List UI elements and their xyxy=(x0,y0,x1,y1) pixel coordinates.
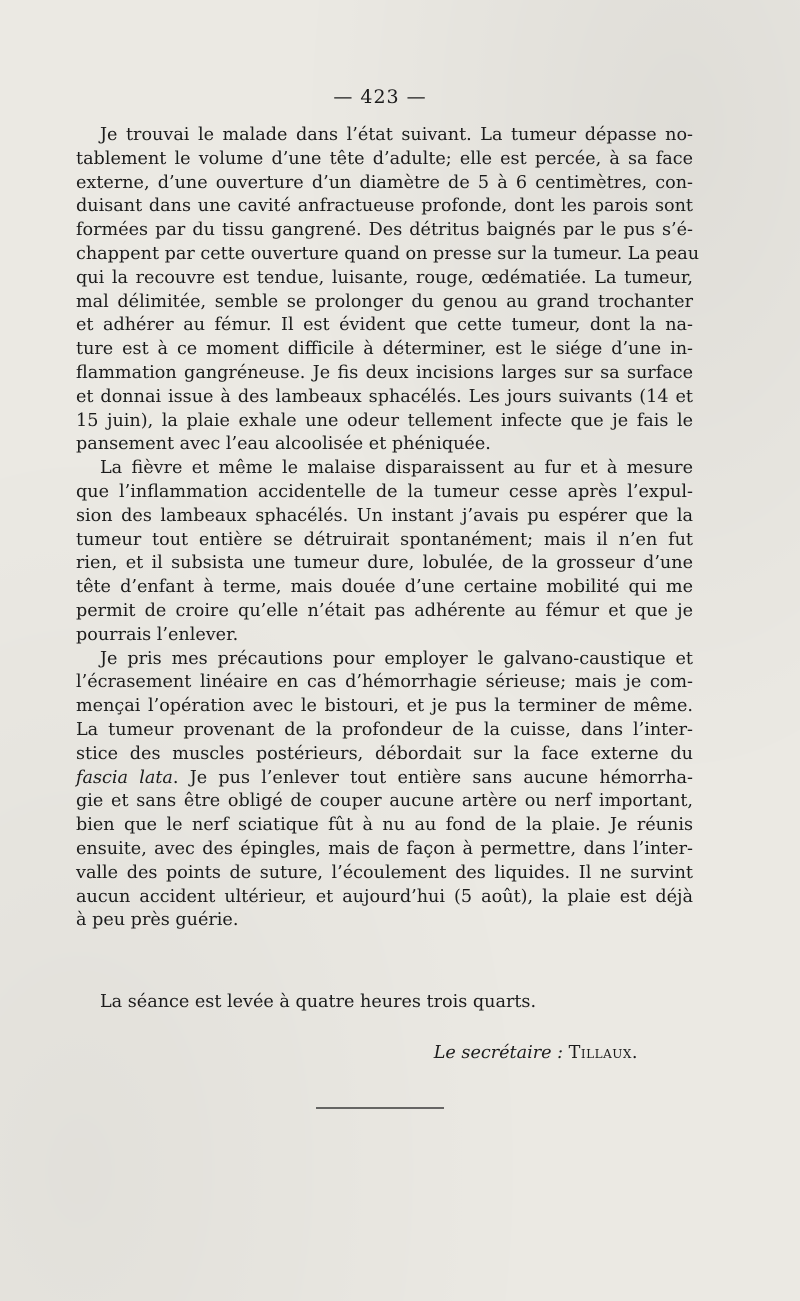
text-line: à peu près guérie. xyxy=(76,910,239,931)
text-line: Je trouvai le malade dans l’état suivant. La tumeur dépasse no- xyxy=(100,125,693,145)
text-line: La tumeur provenant de la profondeur de la cuisse, dans l’inter- xyxy=(76,719,693,740)
text-line: La fièvre et même le malaise disparaissent au fur et à mesure xyxy=(100,458,693,479)
closing-statement: La séance est levée à quatre heures trois quarts. xyxy=(100,992,537,1012)
text-line: bien que le nerf sciatique fût à nu au fond de la plaie. Je réunis xyxy=(76,815,693,836)
text-line: mençai l’opération avec le bistouri, et je pus la terminer de même. xyxy=(76,696,693,717)
text-line: qui la recouvre est tendue, luisante, rouge, œdématiée. La tumeur, xyxy=(76,267,693,288)
signature-name: Tillaux. xyxy=(568,1043,638,1063)
text-line: ensuite, avec des épingles, mais de façon à permettre, dans l’inter- xyxy=(76,838,693,859)
text-line: Je pris mes précautions pour employer le galvano-caustique et xyxy=(100,648,693,669)
signature xyxy=(434,1043,638,1063)
text-line: externe, d’une ouverture d’un diamètre de 5 à 6 centimètres, con- xyxy=(76,172,693,193)
paragraph-3 xyxy=(76,648,693,934)
text-line: duisant dans une cavité anfractueuse profonde, dont les parois sont xyxy=(76,196,693,217)
text-line: permit de croire qu’elle n’était pas adhérente au fémur et que je xyxy=(76,600,693,621)
signature-label: Le secrétaire : xyxy=(433,1043,564,1063)
text-line: fascia lata. Je pus l’enlever tout entière sans aucune hémorrha- xyxy=(76,767,693,788)
text-line: tumeur tout entière se détruirait spontanément; mais il n’en fut xyxy=(76,529,693,550)
text-line: tablement le volume d’une tête d’adulte; elle est percée, à sa face xyxy=(76,148,693,169)
text-line: flammation gangréneuse. Je fis deux incisions larges sur sa surface xyxy=(76,362,693,383)
text-line: rien, et il subsista une tumeur dure, lobulée, de la grosseur d’une xyxy=(76,553,693,574)
text-line: pourrais l’enlever. xyxy=(76,624,239,645)
text-line: tête d’enfant à terme, mais douée d’une certaine mobilité qui me xyxy=(76,577,693,598)
text-line: sion des lambeaux sphacélés. Un instant j’avais pu espérer que la xyxy=(76,505,693,526)
text-line: et donnai issue à des lambeaux sphacélés. Les jours suivants (14 et xyxy=(76,386,693,407)
text-line: ture est à ce moment difficile à déterminer, est le siége d’une in- xyxy=(76,339,693,360)
paragraph-1 xyxy=(76,124,700,457)
text-line: aucun accident ultérieur, et aujourd’hui (5 août), la plaie est déjà xyxy=(76,886,693,907)
page-number: — 423 — xyxy=(333,86,427,108)
text-line: pansement avec l’eau alcoolisée et phéniquée. xyxy=(76,434,491,455)
text-line: gie et sans être obligé de couper aucune artère ou nerf important, xyxy=(76,791,693,812)
text-line: et adhérer au fémur. Il est évident que cette tumeur, dont la na- xyxy=(76,315,693,336)
paragraph-2 xyxy=(76,457,693,647)
text-line: que l’inflammation accidentelle de la tumeur cesse après l’expul- xyxy=(76,481,693,502)
text-line: chappent par cette ouverture quand on presse sur la tumeur. La peau xyxy=(76,243,700,264)
text-line: valle des points de suture, l’écoulement des liquides. Il ne survint xyxy=(76,862,693,883)
text-line: formées par du tissu gangrené. Des détritus baignés par le pus s’é- xyxy=(76,220,693,241)
end-rule xyxy=(316,1107,444,1109)
text-line: stice des muscles postérieurs, débordait sur la face externe du xyxy=(76,743,693,764)
text-line: 15 juin), la plaie exhale une odeur tellement infecte que je fais le xyxy=(76,410,693,431)
text-line: mal délimitée, semble se prolonger du genou au grand trochanter xyxy=(76,291,693,312)
body-text xyxy=(76,124,700,933)
text-line: l’écrasement linéaire en cas d’hémorrhagie sérieuse; mais je com- xyxy=(76,672,693,693)
